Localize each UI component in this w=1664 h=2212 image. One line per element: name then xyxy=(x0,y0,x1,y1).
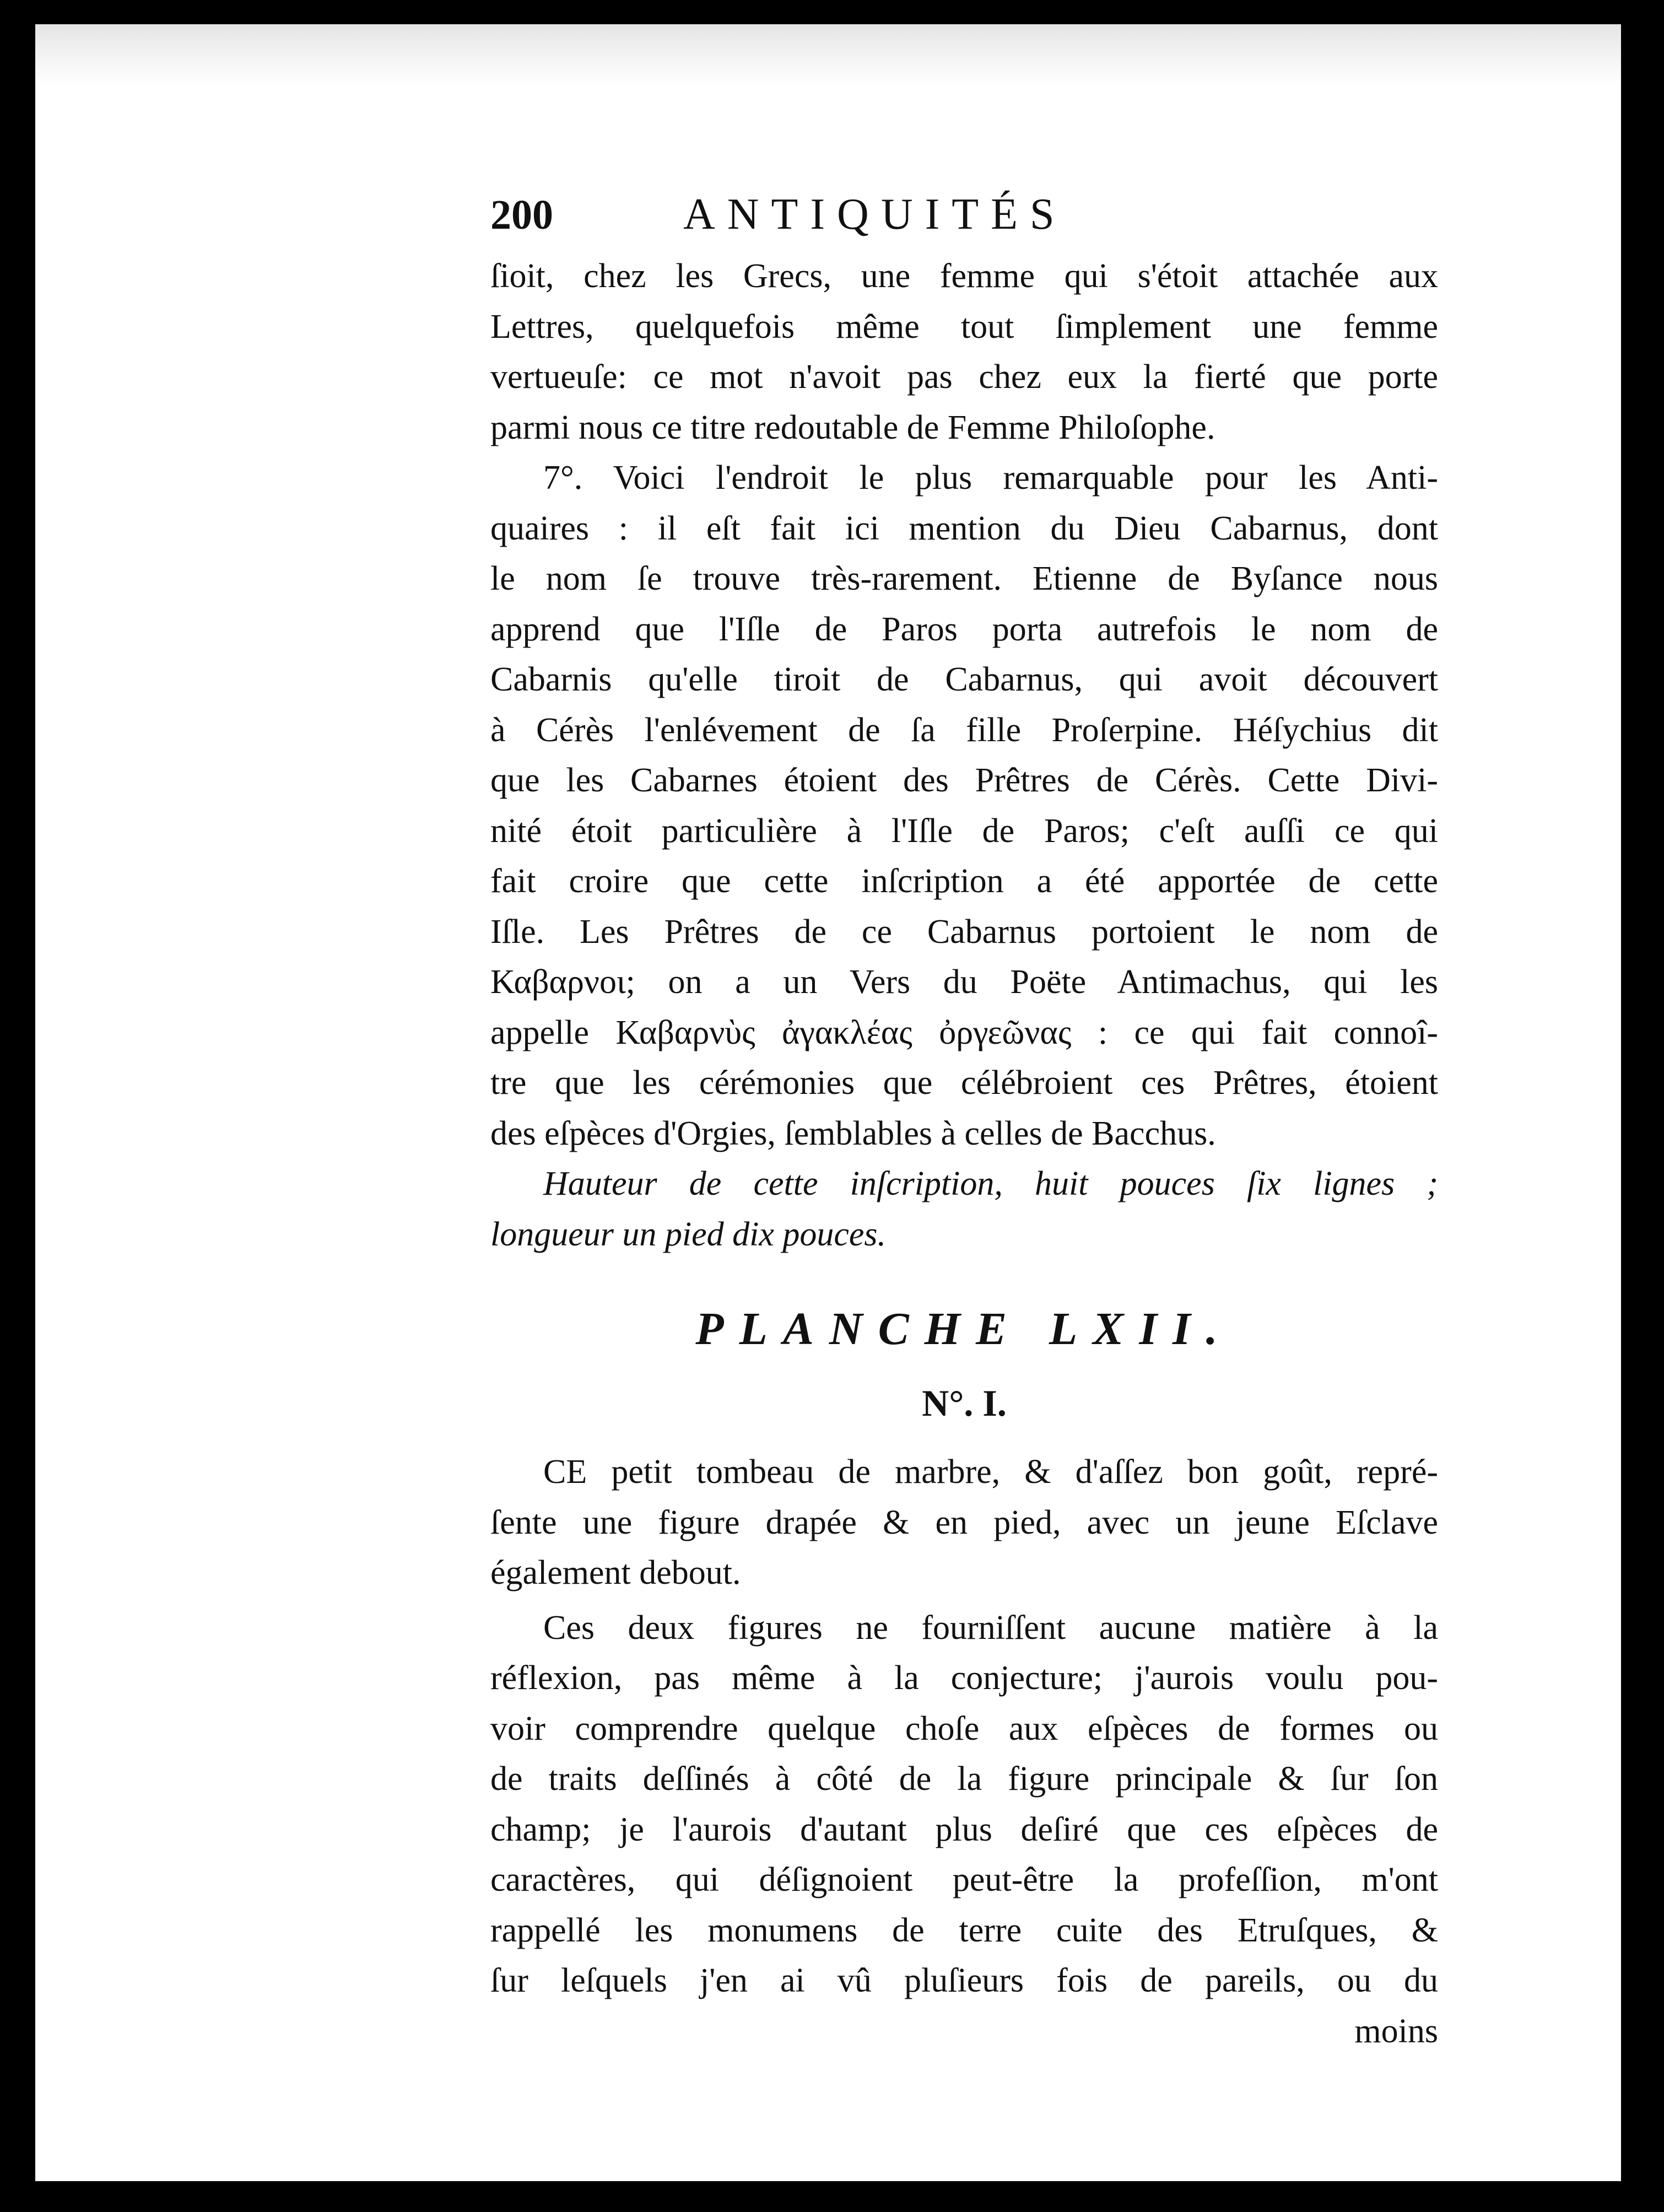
page-number: 200 xyxy=(490,192,553,238)
text-line: champ; je l'aurois d'autant plus deſiré que ces eſpèces de xyxy=(490,1810,1438,1848)
book-page xyxy=(35,24,1621,2181)
text-line: Ces deux figures ne fourniſſent aucune matière à la xyxy=(543,1609,1438,1647)
paragraph-section-bottom xyxy=(490,1447,1438,2057)
running-head xyxy=(490,190,1438,251)
text-line: le nom ſe trouve très-rarement. Etienne de Byſance nous xyxy=(490,560,1438,597)
text-line: que les Cabarnes étoient des Prêtres de Cérès. Cette Divi- xyxy=(490,762,1438,799)
text-line: caractères, qui déſignoient peut-être la profeſſion, m'ont xyxy=(490,1861,1438,1898)
text-line-dimensions: longueur un pied dix pouces. xyxy=(490,1215,887,1253)
plate-title: PLANCHE LXII. xyxy=(695,1303,1233,1355)
text-line: apprend que l'Iſle de Paros porta autrefois le nom de xyxy=(490,610,1438,648)
text-line: Cabarnis qu'elle tiroit de Cabarnus, qui avoit découvert xyxy=(490,661,1438,698)
text-line: CE petit tombeau de marbre, & d'aſſez bon goût, repré- xyxy=(543,1453,1438,1491)
text-line: réflexion, pas même à la conjecture; j'aurois voulu pou- xyxy=(490,1659,1438,1697)
text-line: appelle Καβαρνὺς ἀγακλέας ὀργεῶνας : ce qui fait connoî- xyxy=(490,1013,1438,1051)
text-line: nité étoit particulière à l'Iſle de Paros; c'eſt auſſi ce qui xyxy=(490,812,1438,850)
text-line: 7°. Voici l'endroit le plus remarquable pour les Anti- xyxy=(543,459,1438,497)
running-title: ANTIQUITÉS xyxy=(683,190,1067,239)
text-line: rappellé les monumens de terre cuite des Etruſques, & xyxy=(490,1911,1438,1949)
text-line: ſur leſquels j'en ai vû pluſieurs fois de pareils, ou du xyxy=(490,1962,1438,1999)
paragraph-gap xyxy=(490,1599,1438,1603)
text-line: des eſpèces d'Orgies, ſemblables à celles de Bacchus. xyxy=(490,1114,1216,1152)
text-line: voir comprendre quelque choſe aux eſpèces de formes ou xyxy=(490,1709,1438,1747)
text-line: fait croire que cette inſcription a été apportée de cette xyxy=(490,862,1438,900)
text-line: Καβαρνοι; on a un Vers du Poëte Antimachus, qui les xyxy=(490,963,1438,1001)
text-line: de traits deſſinés à côté de la figure principale & ſur ſon xyxy=(490,1760,1438,1798)
page-edge-shadow xyxy=(35,24,1621,85)
text-line: à Cérès l'enlévement de ſa fille Proſerpine. Héſychius dit xyxy=(490,711,1438,749)
text-line: parmi nous ce titre redoutable de Femme Philoſophe. xyxy=(490,408,1215,446)
paragraph-section-top xyxy=(490,251,1438,1260)
text-line: ſioit, chez les Grecs, une femme qui s'étoit attachée aux xyxy=(490,257,1438,295)
plate-number: N°. I. xyxy=(922,1382,1007,1424)
text-line: vertueuſe: ce mot n'avoit pas chez eux la fierté que porte xyxy=(490,358,1438,396)
text-line-dimensions: Hauteur de cette inſcription, huit pouces ſix lignes ; xyxy=(543,1165,1438,1202)
text-line: Iſle. Les Prêtres de ce Cabarnus portoient le nom de xyxy=(490,913,1438,951)
text-block xyxy=(490,190,1438,2057)
text-line: Lettres, quelquefois même tout ſimplement une femme xyxy=(490,307,1438,346)
catchword: moins xyxy=(1354,2012,1438,2050)
text-line: également debout. xyxy=(490,1554,741,1591)
text-line: ſente une figure drapée & en pied, avec un jeune Eſclave xyxy=(490,1503,1438,1541)
text-line: tre que les cérémonies que célébroient ces Prêtres, étoient xyxy=(490,1064,1438,1102)
text-line: quaires : il eſt fait ici mention du Dieu Cabarnus, dont xyxy=(490,509,1438,547)
